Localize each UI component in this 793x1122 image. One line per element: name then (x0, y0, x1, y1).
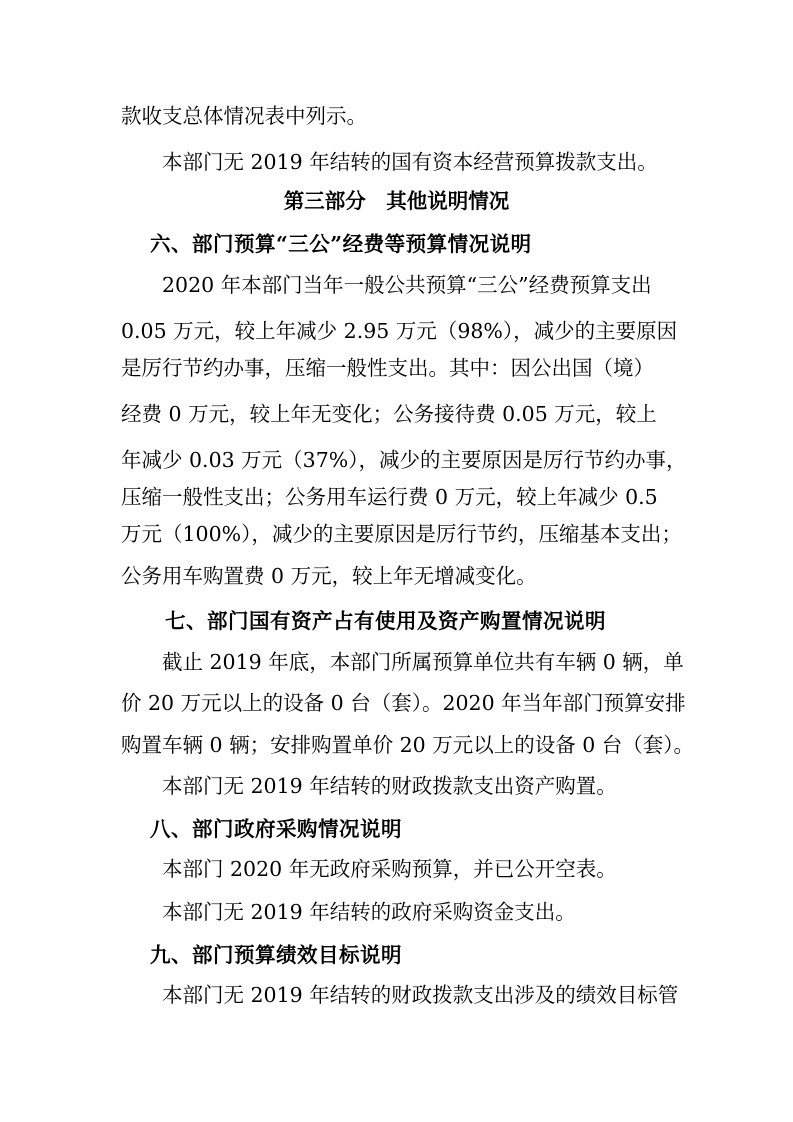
paragraph-line: 本部门 2020 年无政府采购预算，并已公开空表。 (162, 857, 617, 881)
paragraph-line: 0.05 万元，较上年减少 2.95 万元（98%），减少的主要原因 (121, 319, 678, 343)
section-heading-9: 九、部门预算绩效目标说明 (150, 943, 402, 967)
paragraph-line: 本部门无 2019 年结转的国有资本经营预算拨款支出。 (162, 150, 658, 174)
paragraph-line: 万元（100%），减少的主要原因是厉行节约，压缩基本支出； (121, 522, 682, 546)
paragraph-line: 公务用车购置费 0 万元，较上年无增减变化。 (121, 564, 537, 588)
paragraph-line: 截止 2019 年底，本部门所属预算单位共有车辆 0 辆，单 (162, 650, 684, 674)
section-heading-8: 八、部门政府采购情况说明 (150, 817, 402, 841)
paragraph-line: 是厉行节约办事，压缩一般性支出。其中：因公出国（境） (121, 356, 654, 380)
paragraph-line: 款收支总体情况表中列示。 (121, 104, 367, 128)
paragraph-line: 本部门无 2019 年结转的政府采购资金支出。 (162, 900, 576, 924)
paragraph-line: 经费 0 万元，较上年无变化；公务接待费 0.05 万元，较上 (121, 402, 657, 426)
section-heading-6: 六、部门预算“三公”经费等预算情况说明 (150, 232, 532, 256)
part-title: 第三部分 其他说明情况 (283, 189, 510, 213)
paragraph-line: 本部门无 2019 年结转的财政拨款支出涉及的绩效目标管 (162, 983, 679, 1007)
paragraph-line: 2020 年本部门当年一般公共预算“三公”经费预算支出 (162, 273, 652, 297)
paragraph-line: 购置车辆 0 辆；安排购置单价 20 万元以上的设备 0 台（套）。 (121, 733, 695, 757)
paragraph-line: 本部门无 2019 年结转的财政拨款支出资产购置。 (162, 774, 617, 798)
paragraph-line: 年减少 0.03 万元（37%），减少的主要原因是厉行节约办事， (121, 448, 687, 472)
section-heading-7: 七、部门国有资产占有使用及资产购置情况说明 (165, 609, 606, 633)
paragraph-line: 价 20 万元以上的设备 0 台（套）。2020 年当年部门预算安排 (121, 691, 686, 715)
paragraph-line: 压缩一般性支出；公务用车运行费 0 万元，较上年减少 0.5 (121, 485, 658, 509)
